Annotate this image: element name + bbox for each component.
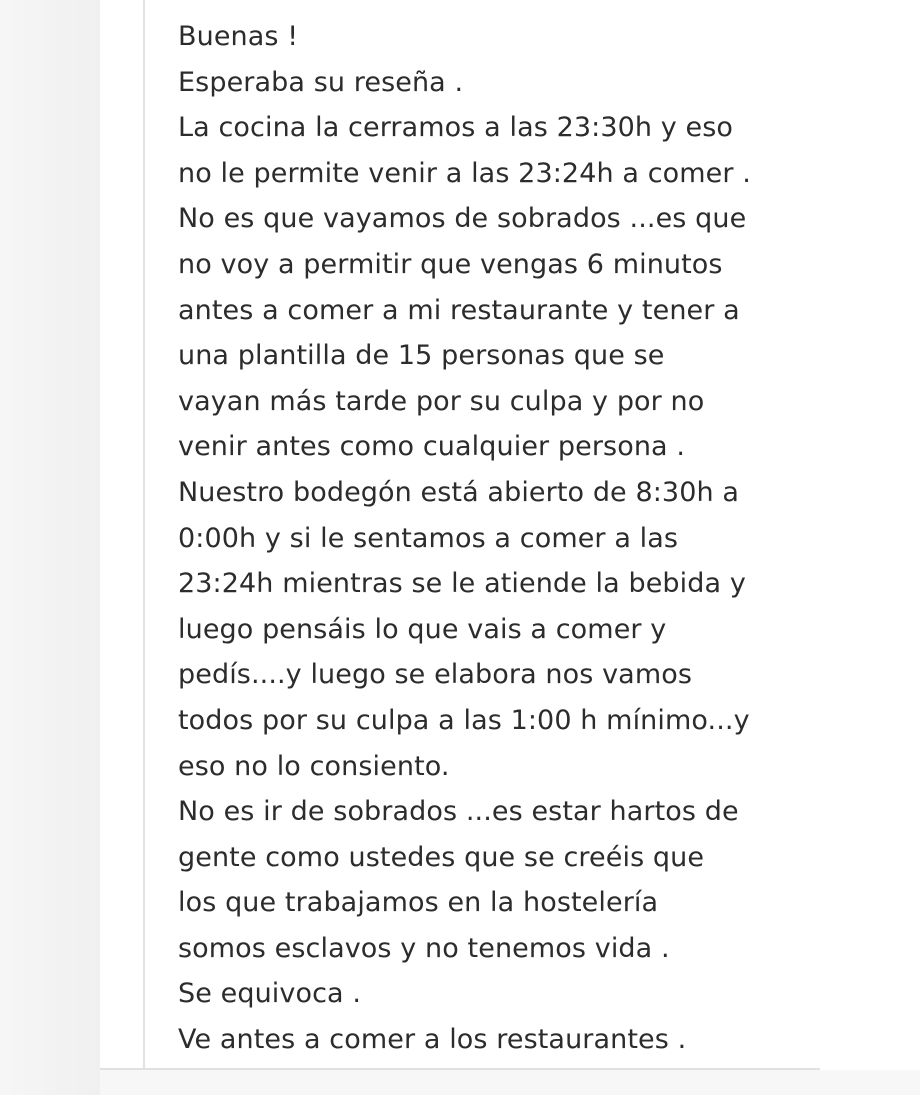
reply-line: vayan más tarde por su culpa y por no (178, 385, 705, 417)
reply-line: Buenas ! (178, 21, 299, 52)
page-margin-left (0, 0, 100, 1095)
reply-line: Ve antes a comer a los restaurantes . (178, 1024, 687, 1056)
reply-line: pedís....y luego se elabora nos vamos (178, 659, 693, 691)
reply-thread-line (143, 0, 145, 1068)
bottom-strip (100, 1070, 920, 1095)
reply-line: luego pensáis lo que vais a comer y (178, 613, 667, 645)
reply-line: Se equivoca . (178, 978, 362, 1010)
reply-line: no voy a permitir que vengas 6 minutos (178, 248, 723, 280)
reply-line: No es que vayamos de sobrados ...es que (178, 203, 747, 235)
reply-line: venir antes como cualquier persona . (178, 431, 686, 463)
reply-line: antes a comer a mi restaurante y tener a (178, 294, 740, 326)
reply-line: Esperaba su reseña . (178, 66, 464, 98)
reply-line: 0:00h y si le sentamos a comer a las (178, 522, 679, 554)
reply-line: los que trabajamos en la hostelería (178, 887, 659, 919)
reply-line: Nuestro bodegón está abierto de 8:30h a (178, 476, 740, 508)
reply-line: una plantilla de 15 personas que se (178, 340, 665, 372)
reply-line: todos por su culpa a las 1:00 h mínimo...y (178, 704, 750, 736)
reply-line: eso no lo consiento. (178, 750, 450, 782)
owner-reply-text (178, 14, 908, 1063)
reply-line: gente como ustedes que se creéis que (178, 841, 705, 873)
reply-line: somos esclavos y no tenemos vida . (178, 932, 670, 964)
reply-line: no le permite venir a las 23:24h a comer . (178, 157, 751, 189)
reply-line: No es ir de sobrados ...es estar hartos de (178, 796, 739, 828)
reply-line: 23:24h mientras se le atiende la bebida y (178, 568, 746, 600)
reply-line: La cocina la cerramos a las 23:30h y eso (178, 112, 734, 144)
